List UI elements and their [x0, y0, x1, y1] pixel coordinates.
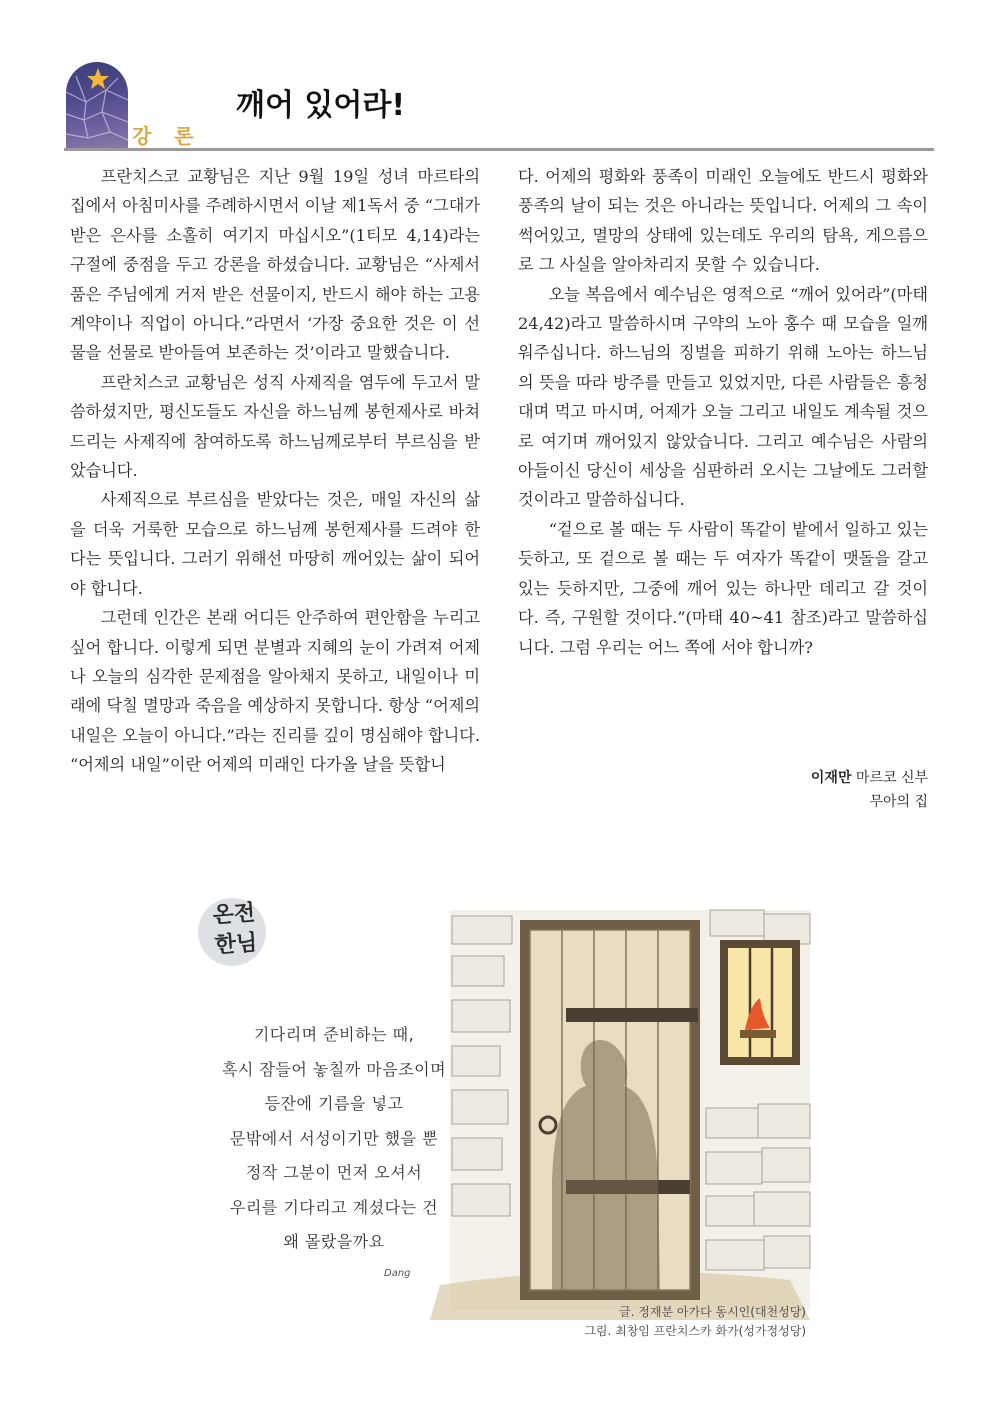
lamp-base	[740, 1030, 776, 1038]
illustration-credits	[584, 1303, 806, 1341]
paragraph: 다. 어제의 평화와 풍족이 미래인 오늘에도 반드시 평화와 풍족의 날이 되는 것은 아니라는 뜻입니다. 어제의 그 속이 썩어있고, 멸망의 상태에 있는데도 우리의 탐욕, 게으름으로 그 사실을 알아차리지 못할 수 있습니다.	[518, 167, 928, 275]
section-label: 강 론	[132, 124, 202, 148]
paragraph: 오늘 복음에서 예수님은 영적으로 “깨어 있어라”(마태 24,42)라고 말씀하시며 구약의 노아 홍수 때 모습을 일깨워주십니다. 하느님의 징벌을 피하기 위해 노아는 하느님의 뜻을 따라 방주를 만들고 있었지만, 다른 사람들은 흥청대며 먹고 마시며, 어제가 오늘 그리고 내일도 계속될 것으로 여기며 깨어있지 않았습니다. 그리고 예수님은 사람의 아들이신 당신이 세상을 심판하러 오시는 그날에도 그러할 것이라고 말씀하십니다.	[518, 284, 928, 510]
poem-line: 등잔에 기름을 넣고	[264, 1094, 404, 1113]
right-column	[518, 162, 928, 662]
poem-line: 기다리며 준비하는 때,	[253, 1025, 415, 1044]
author-title: 마르코 신부	[851, 770, 928, 786]
header-divider	[64, 148, 934, 151]
poem-line: 문밖에서 서성이기만 했을 뿐	[229, 1128, 439, 1148]
poem	[212, 1018, 456, 1260]
stamp-text: 온전 한님	[211, 900, 259, 959]
author-signature	[811, 766, 928, 814]
paragraph: 프란치스코 교황님은 지난 9월 19일 성녀 마르타의 집에서 아침미사를 주례하시면서 이날 제1독서 중 “그대가 받은 은사를 소홀히 여기지 마십시오”(1티모 4,14)라는 구절에 중점을 두고 강론을 하셨습니다. 교황님은 “사제서품은 주님에게 거저 받은 선물이지, 반드시 해야 하는 고용계약이나 직업이 아니다.”라면서 ‘가장 중요한 것은 이 선물을 선물로 받아들여 보존하는 것’이라고 말했습니다.	[70, 167, 480, 363]
paragraph: 사제직으로 부르심을 받았다는 것은, 매일 자신의 삶을 더욱 거룩한 모습으로 하느님께 봉헌제사를 드려야 한다는 뜻입니다. 그러기 위해선 마땅히 깨어있는 삶이 되어야 합니다.	[70, 490, 480, 598]
left-column	[70, 162, 480, 780]
poem-line: 혹시 잠들어 놓칠까 마음조이며	[221, 1059, 447, 1079]
artist-signature: Dang	[384, 1268, 411, 1279]
hinge-top	[566, 1008, 698, 1022]
page-header	[64, 60, 934, 152]
stained-glass-logo	[66, 62, 128, 148]
poem-line: 우리를 기다리고 계셨다는 건	[229, 1197, 439, 1217]
author-affiliation: 무아의 집	[869, 794, 928, 810]
text-credit: 글. 정재분 아가다 동시인(대천성당)	[619, 1305, 806, 1319]
author-name: 이재만	[810, 770, 852, 786]
stained-glass-icon	[66, 62, 128, 148]
paragraph: “겉으로 볼 때는 두 사람이 똑같이 밭에서 일하고 있는 듯하고, 또 겉으로 볼 때는 두 여자가 똑같이 맷돌을 갈고 있는 듯하지만, 그중에 깨어 있는 하나만 데리고 갈 것이다. 즉, 구원할 것이다.”(마태 40~41 참조)라고 말씀하십니다. 그럼 우리는 어느 쪽에 서야 합니까?	[518, 519, 928, 657]
poem-line: 왜 몰랐을까요	[283, 1232, 385, 1251]
page-title: 깨어 있어라!	[236, 88, 406, 123]
paragraph: 프란치스코 교황님은 성직 사제직을 염두에 두고서 말씀하셨지만, 평신도들도 자신을 하느님께 봉헌제사로 바쳐 드리는 사제직에 참여하도록 하느님께로부터 부르심을 받았습니다.	[70, 372, 480, 481]
paragraph: 그런데 인간은 본래 어디든 안주하여 편안함을 누리고 싶어 합니다. 이렇게 되면 분별과 지혜의 눈이 가려져 어제나 오늘의 심각한 문제점을 알아채지 못하고, 내일이나 미래에 닥칠 멸망과 죽음을 예상하지 못합니다. 항상 “어제의 내일은 오늘이 아니다.”라는 진리를 깊이 명심해야 합니다. “어제의 내일”이란 어제의 미래인 다가올 날을 뜻합니	[70, 608, 480, 775]
poem-line: 정작 그분이 먼저 오셔서	[245, 1163, 423, 1182]
art-credit: 그림. 최창임 프란치스카 화가(성가정성당)	[584, 1324, 806, 1338]
